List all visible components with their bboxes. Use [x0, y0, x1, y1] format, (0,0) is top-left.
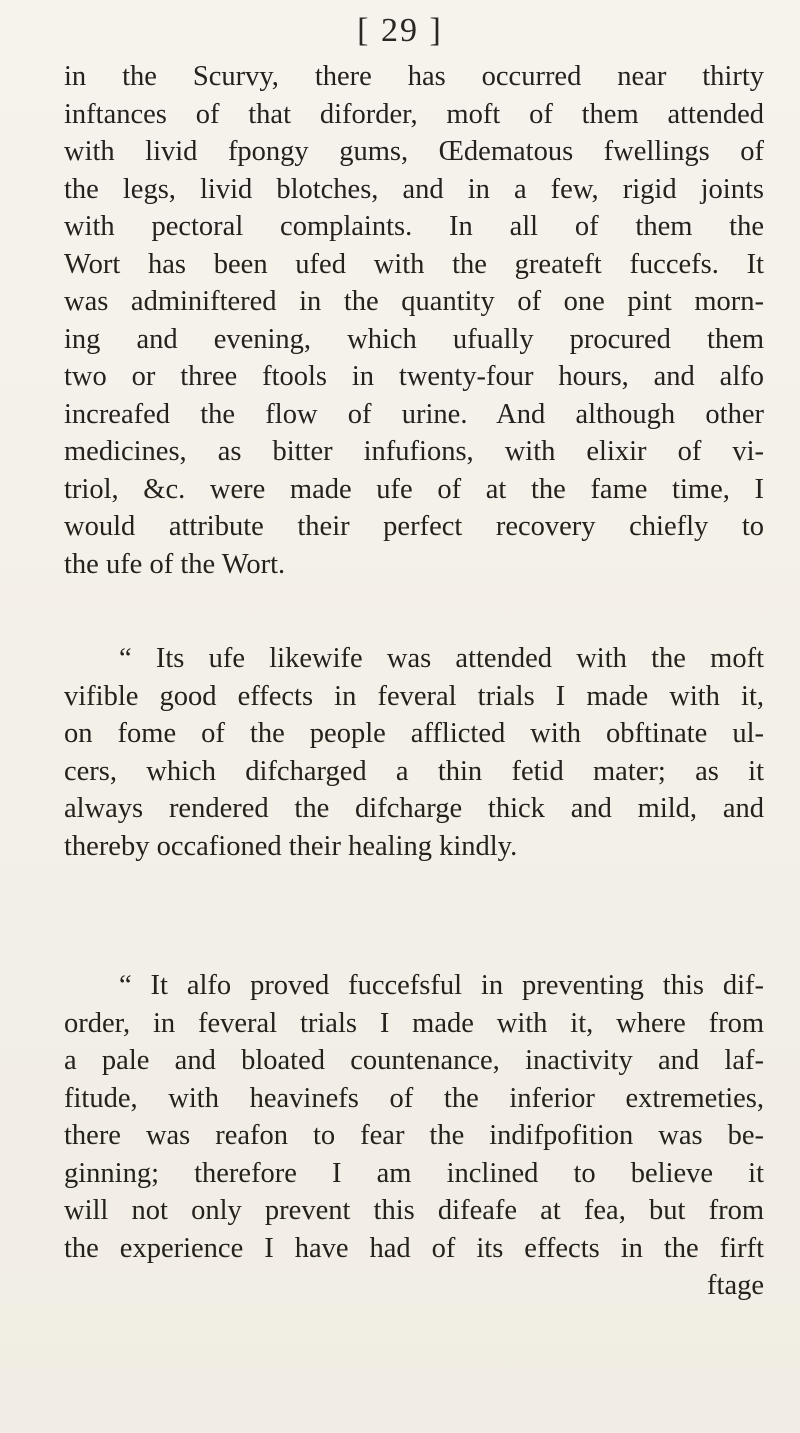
- text-line: a pale and bloated countenance, inactivity and laf-: [64, 1045, 764, 1076]
- text-line: would attribute their perfect recovery chiefly to: [64, 511, 764, 542]
- text-line: there was reafon to fear the indifpofition was be-: [64, 1120, 764, 1151]
- text-line: ginning; therefore I am inclined to believe it: [64, 1157, 764, 1189]
- text-line: “ It alfo proved fuccefsful in preventing this dif-: [119, 970, 764, 1001]
- text-line: the ufe of the Wort.: [64, 548, 286, 580]
- text-line: thereby occafioned their healing kindly.: [64, 830, 518, 862]
- text-line: will not only prevent this difeafe at fea, but from: [64, 1195, 764, 1226]
- text-line: cers, which difcharged a thin fetid mater; as it: [64, 755, 764, 787]
- text-line: with pectoral complaints. In all of them the: [64, 211, 764, 242]
- text-line: medicines, as bitter infufions, with elixir of vi-: [64, 436, 764, 467]
- text-line: increafed the flow of urine. And although other: [64, 398, 764, 430]
- text-line: Wort has been ufed with the greateft fuccefs. It: [64, 248, 764, 280]
- text-line: always rendered the difcharge thick and mild, and: [64, 793, 764, 824]
- text-line: vifible good effects in feveral trials I made with it,: [64, 680, 764, 712]
- catchword: ftage: [707, 1270, 764, 1301]
- text-line: the legs, livid blotches, and in a few, rigid joints: [64, 173, 764, 205]
- paragraph-prevention: [64, 967, 764, 1305]
- text-line: ing and evening, which ufually procured them: [64, 323, 764, 355]
- text-line: the experience I have had of its effects in the firft: [64, 1232, 764, 1264]
- paragraph-scurvy-instances: [64, 58, 764, 583]
- text-line: two or three ftools in twenty-four hours, and alfo: [64, 361, 764, 392]
- text-line: order, in feveral trials I made with it, where from: [64, 1007, 764, 1039]
- text-line: with livid fpongy gums, Œdematous fwellings of: [64, 136, 764, 167]
- text-line: was adminiftered in the quantity of one pint morn-: [64, 286, 764, 317]
- text-line: triol, &c. were made ufe of at the fame time, I: [64, 473, 764, 505]
- text-line: inftances of that diforder, moft of them attended: [64, 98, 764, 130]
- text-line: on fome of the people afflicted with obftinate ul-: [64, 718, 764, 749]
- page-number: [ 29 ]: [357, 12, 443, 49]
- paragraph-ulcers: [64, 640, 764, 865]
- text-line: “ Its ufe likewife was attended with the moft: [119, 643, 764, 674]
- text-line: in the Scurvy, there has occurred near thirty: [64, 61, 764, 92]
- text-line: fitude, with heavinefs of the inferior extremeties,: [64, 1082, 764, 1114]
